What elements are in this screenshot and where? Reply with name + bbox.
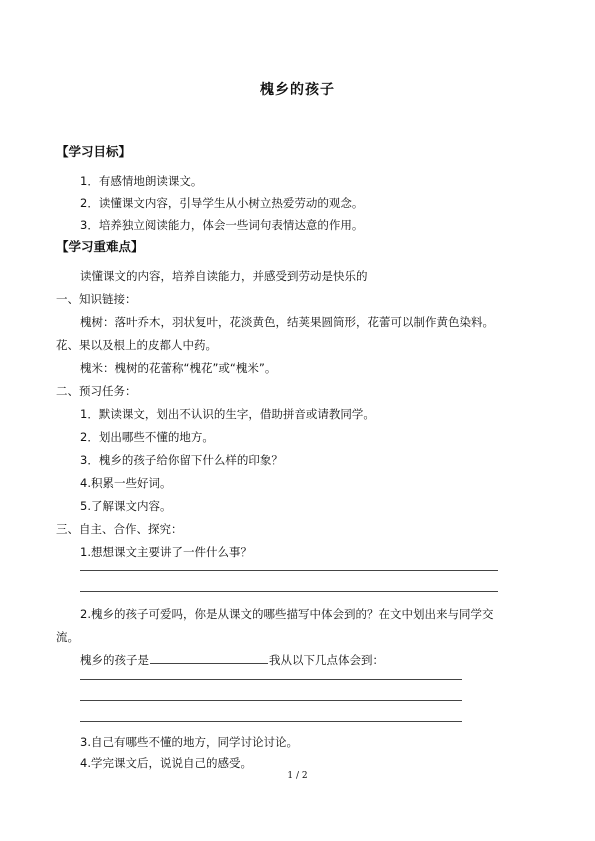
section-heading-key-points: 【学习重难点】 bbox=[56, 239, 144, 254]
task-item-5: 5.了解课文内容。 bbox=[80, 499, 172, 513]
task-item-3: 3．槐乡的孩子给你留下什么样的印象？ bbox=[80, 453, 283, 467]
question-4: 4.学完课文后，说说自己的感受。 bbox=[80, 756, 252, 770]
key-points-text: 读懂课文的内容，培养自读能力，并感受到劳动是快乐的 bbox=[80, 269, 368, 283]
page-title: 槐乡的孩子 bbox=[260, 82, 335, 98]
part2-heading: 二、预习任务： bbox=[56, 384, 137, 398]
question-1: 1.想想课文主要讲了一件什么事？ bbox=[80, 545, 252, 559]
fill-in-prefix: 槐乡的孩子是 bbox=[80, 653, 149, 667]
question-2-line-1: 2.槐乡的孩子可爱吗，你是从课文的哪些描写中体会到的？在文中划出来与同学交 bbox=[80, 607, 494, 621]
question-3: 3.自己有哪些不懂的地方，同学讨论讨论。 bbox=[80, 735, 298, 749]
part3-heading: 三、自主、合作、探究： bbox=[56, 522, 183, 536]
task-item-2: 2．划出哪些不懂的地方。 bbox=[80, 430, 214, 444]
page-number: 1 / 2 bbox=[287, 771, 308, 781]
fill-in-blank bbox=[150, 652, 268, 664]
goal-item-2: 2．读懂课文内容，引导学生从小树立热爱劳动的观念。 bbox=[80, 196, 364, 210]
answer-line bbox=[80, 679, 462, 680]
part1-heading: 一、知识链接： bbox=[56, 292, 137, 306]
goal-item-1: 1．有感情地朗读课文。 bbox=[80, 174, 203, 188]
task-item-1: 1．默读课文，划出不认识的生字，借助拼音或请教同学。 bbox=[80, 407, 375, 421]
question-2-fill-in bbox=[80, 652, 384, 668]
task-item-4: 4.积累一些好词。 bbox=[80, 476, 172, 490]
goal-item-3: 3．培养独立阅读能力，体会一些词句表情达意的作用。 bbox=[80, 218, 364, 232]
fill-in-suffix: 我从以下几点体会到： bbox=[269, 653, 384, 667]
answer-line bbox=[80, 700, 462, 701]
part1-text-line-3: 槐米：槐树的花蕾称“槐花”或“槐米”。 bbox=[80, 361, 277, 375]
answer-line bbox=[80, 591, 498, 592]
part1-text-line-1: 槐树：落叶乔木，羽状复叶，花淡黄色，结荚果圆筒形，花蕾可以制作黄色染料。 bbox=[80, 315, 494, 329]
answer-line bbox=[80, 570, 498, 571]
section-heading-goals: 【学习目标】 bbox=[56, 144, 132, 159]
answer-line bbox=[80, 721, 462, 722]
part1-text-line-2: 花、果以及根上的皮都人中药。 bbox=[56, 338, 217, 352]
question-2-line-2: 流。 bbox=[56, 630, 79, 644]
